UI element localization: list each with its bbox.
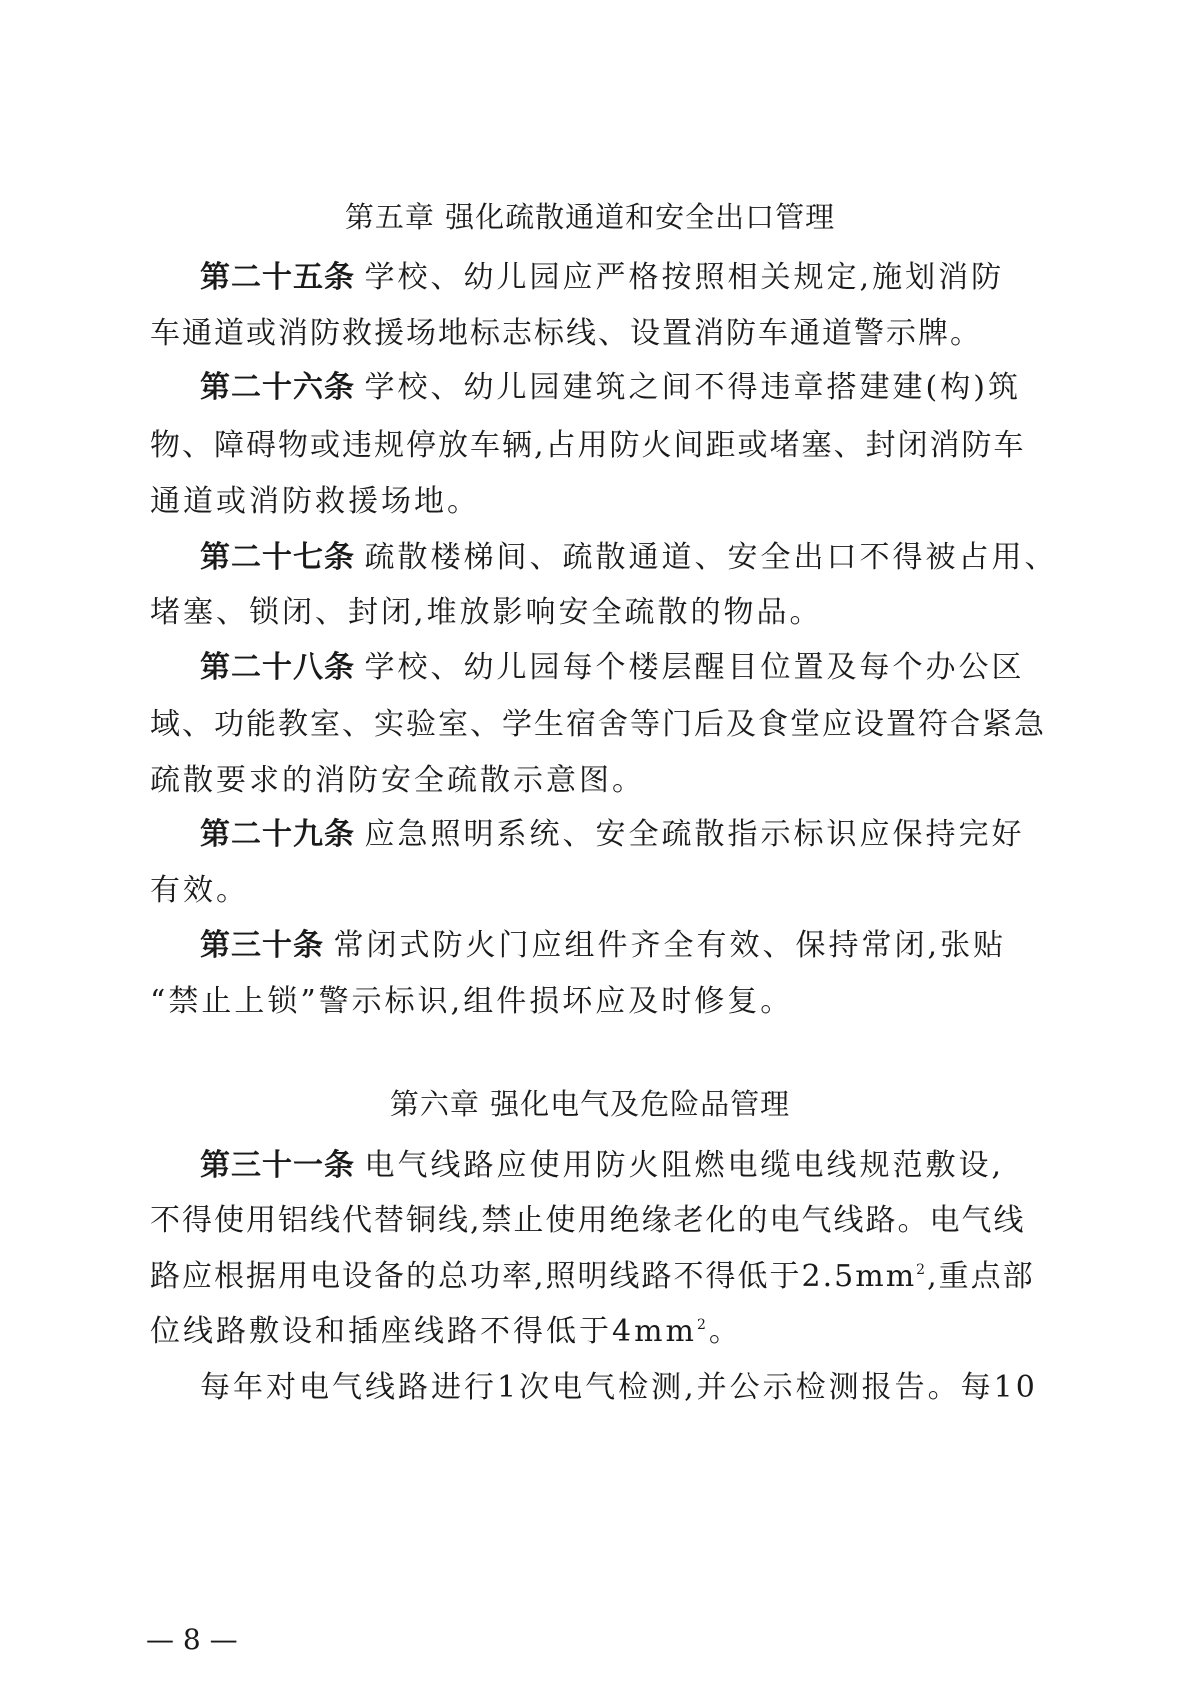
article-29-line-1 (200, 815, 1025, 855)
article-31-line-1 (200, 1146, 1004, 1186)
article-31-line-3 (150, 1257, 1035, 1297)
page-number: — 8 — (146, 1623, 238, 1656)
article-31-text-1: 电气线路应使用防火阻燃电缆电线规范敷设, (364, 1148, 1005, 1183)
article-29-label: 第二十九条 (200, 817, 355, 852)
superscript-squared: 2 (696, 1317, 709, 1333)
article-31-line-4 (150, 1312, 742, 1352)
article-28-line-3: 疏散要求的消防安全疏散示意图。 (150, 763, 645, 798)
article-29-line-2: 有效。 (150, 873, 249, 908)
paragraph-inspection-line-1: 每年对电气线路进行1次电气检测,并公示检测报告。每10 (200, 1370, 1038, 1405)
article-25-line-1 (200, 258, 1004, 298)
article-28-text-1: 学校、幼儿园每个楼层醒目位置及每个办公区 (364, 650, 1025, 685)
article-26-text-1: 学校、幼儿园建筑之间不得违章搭建建(构)筑 (364, 370, 1021, 405)
article-25-label: 第二十五条 (200, 260, 355, 295)
article-28-line-2: 域、功能教室、实验室、学生宿舍等门后及食堂应设置符合紧急 (150, 707, 1046, 742)
article-31-text-4a: 位线路敷设和插座线路不得低于4mm (150, 1314, 697, 1349)
article-25-text-1: 学校、幼儿园应严格按照相关规定,施划消防 (364, 260, 1005, 295)
chapter-6-heading: 第六章 强化电气及危险品管理 (389, 1087, 791, 1121)
article-26-line-1 (200, 368, 1021, 408)
article-27-line-2: 堵塞、锁闭、封闭,堆放影响安全疏散的物品。 (150, 595, 823, 630)
article-30-text-1: 常闭式防火门应组件齐全有效、保持常闭,张贴 (333, 928, 1007, 963)
article-26-line-3: 通道或消防救援场地。 (150, 484, 480, 519)
article-28-line-1 (200, 648, 1025, 688)
article-25-line-2: 车通道或消防救援场地标志标线、设置消防车通道警示牌。 (150, 316, 982, 351)
article-26-line-2: 物、障碍物或违规停放车辆,占用防火间距或堵塞、封闭消防车 (150, 428, 1026, 463)
article-30-line-1 (200, 926, 1006, 966)
article-27-line-1 (200, 538, 1058, 578)
article-27-label: 第二十七条 (200, 540, 355, 575)
article-27-text-1: 疏散楼梯间、疏散通道、安全出口不得被占用、 (364, 540, 1058, 575)
article-31-line-2: 不得使用铝线代替铜线,禁止使用绝缘老化的电气线路。电气线 (150, 1203, 1026, 1238)
article-28-label: 第二十八条 (200, 650, 355, 685)
superscript-squared: 2 (916, 1262, 928, 1278)
article-29-text-1: 应急照明系统、安全疏散指示标识应保持完好 (364, 817, 1025, 852)
article-30-line-2: “禁止上锁”警示标识,组件损坏应及时修复。 (150, 984, 794, 1019)
article-31-label: 第三十一条 (200, 1148, 355, 1183)
chapter-5-heading: 第五章 强化疏散通道和安全出口管理 (344, 200, 836, 234)
article-31-text-4b: 。 (708, 1314, 742, 1349)
article-26-label: 第二十六条 (200, 370, 355, 405)
article-31-text-3a: 路应根据用电设备的总功率,照明线路不得低于2.5mm (150, 1259, 917, 1294)
article-31-text-3b: ,重点部 (927, 1259, 1035, 1294)
article-30-label: 第三十条 (200, 928, 324, 963)
